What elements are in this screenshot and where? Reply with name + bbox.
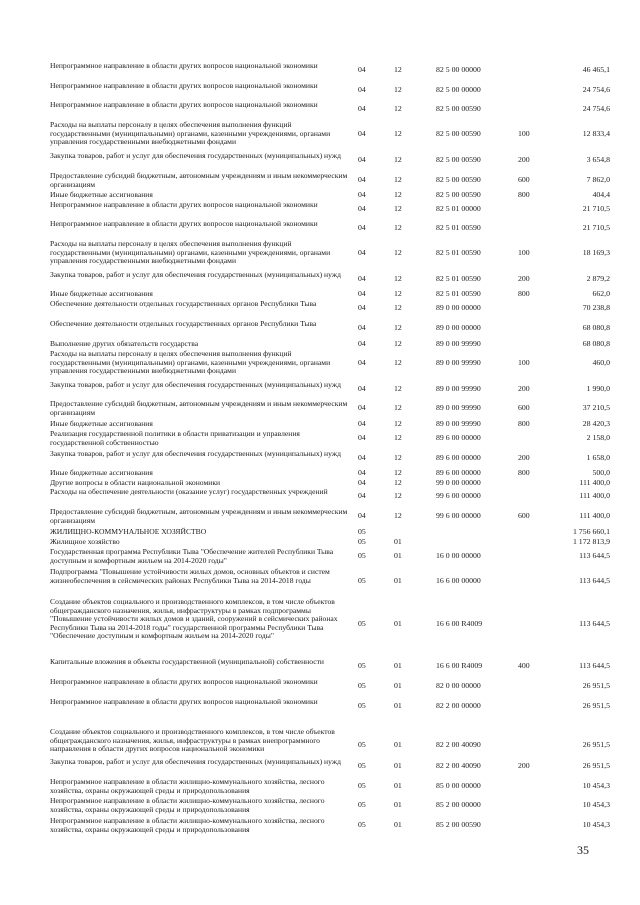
table-cell-target-article: 85 0 00 00000 [436,781,481,791]
table-cell-expense-type: 200 [518,155,530,165]
table-cell-amount: 111 400,0 [579,491,610,501]
table-cell-target-article: 82 5 01 00000 [436,204,481,214]
table-cell-expense-type: 600 [518,175,530,185]
table-cell-amount: 68 080,8 [582,323,610,333]
table-cell-target-article: 82 5 00 00000 [436,65,481,75]
table-cell-subsection: 01 [394,551,402,561]
table-cell-target-article: 89 0 00 99990 [436,403,481,413]
table-cell-target-article: 16 6 00 R4009 [436,618,483,628]
table-cell-expense-type: 600 [518,403,530,413]
table-cell-amount: 18 169,3 [582,247,610,257]
table-cell-section: 05 [358,618,366,628]
table-cell-name: Закупка товаров, работ и услуг для обеспечения государственных (муниципальных) нужд [50,380,341,389]
table-cell-section: 05 [358,527,366,536]
table-cell-name: Иные бюджетные ассигнования [50,190,153,199]
table-cell-amount: 3 654,8 [586,155,610,165]
table-cell-expense-type: 400 [518,661,530,671]
table-cell-amount: 2 158,0 [586,433,610,443]
table-cell-amount: 500,0 [592,468,610,477]
table-cell-subsection: 12 [394,468,402,477]
table-cell-section: 04 [358,403,366,413]
table-cell-section: 04 [358,511,366,521]
table-cell-target-article: 89 0 00 99990 [436,419,481,428]
table-cell-section: 05 [358,661,366,671]
table-cell-name: Расходы на выплаты персоналу в целях обеспечения выполнения функций государственными (муниципальными) органами, казенными учреждениями, органами управления государственными внебюджетными фондами [50,239,331,266]
table-cell-name: Непрограммное направление в области других вопросов национальной экономики [50,100,318,109]
table-cell-section: 04 [358,65,366,75]
table-cell-target-article: 82 5 01 00590 [436,223,481,233]
table-cell-amount: 26 951,5 [582,681,610,691]
table-cell-name: Предоставление субсидий бюджетным, автономным учреждениям и иным некоммерческим организациям [50,507,348,525]
table-cell-section: 04 [358,478,366,487]
table-cell-name: Непрограммное направление в области других вопросов национальной экономики [50,677,318,686]
table-cell-name: Закупка товаров, работ и услуг для обеспечения государственных (муниципальных) нужд [50,449,341,458]
table-cell-amount: 24 754,6 [582,85,610,95]
table-cell-name: Непрограммное направление в области жилищно-коммунального хозяйства, лесного хозяйства, охраны окружающей среды и природопользования [50,816,325,834]
table-cell-name: Иные бюджетные ассигнования [50,419,153,428]
table-cell-target-article: 16 6 00 00000 [436,575,481,585]
table-cell-section: 05 [358,761,366,771]
table-cell-amount: 12 833,4 [582,128,610,138]
table-cell-section: 04 [358,128,366,138]
table-cell-subsection: 12 [394,433,402,443]
table-cell-name: Иные бюджетные ассигнования [50,289,153,298]
table-cell-name: Предоставление субсидий бюджетным, автономным учреждениям и иным некоммерческим организациям [50,399,348,417]
table-cell-subsection: 12 [394,155,402,165]
table-cell-name: Расходы на выплаты персоналу в целях обеспечения выполнения функций государственными (муниципальными) органами, казенными учреждениями, органами управления государственными внебюджетными фондами [50,120,331,147]
table-cell-target-article: 89 0 00 00000 [436,323,481,333]
table-cell-target-article: 82 5 00 00590 [436,104,481,114]
table-cell-amount: 1 756 660,1 [572,527,610,536]
table-cell-subsection: 01 [394,761,402,771]
table-cell-target-article: 82 2 00 40090 [436,761,481,771]
table-cell-target-article: 85 2 00 00590 [436,820,481,830]
table-cell-section: 05 [358,781,366,791]
table-cell-target-article: 89 0 00 99990 [436,357,481,367]
table-cell-section: 04 [358,339,366,348]
table-cell-section: 04 [358,357,366,367]
table-cell-subsection: 12 [394,104,402,114]
table-cell-section: 04 [358,190,366,199]
table-cell-name: Закупка товаров, работ и услуг для обеспечения государственных (муниципальных) нужд [50,757,341,766]
table-cell-section: 04 [358,85,366,95]
table-cell-amount: 37 210,5 [582,403,610,413]
table-cell-name: Иные бюджетные ассигнования [50,468,153,477]
table-cell-amount: 7 862,0 [586,175,610,185]
table-cell-target-article: 16 6 00 R4009 [436,661,483,671]
table-cell-target-article: 99 0 00 00000 [436,478,481,487]
table-cell-target-article: 85 2 00 00000 [436,800,481,810]
table-cell-target-article: 82 5 01 00590 [436,289,481,298]
table-cell-name: Другие вопросы в области национальной экономики [50,478,221,487]
table-cell-name: Непрограммное направление в области других вопросов национальной экономики [50,200,318,209]
table-cell-name: Капитальные вложения в объекты государственной (муниципальной) собственности [50,657,324,666]
table-cell-subsection: 01 [394,739,402,749]
table-cell-name: ЖИЛИЩНО-КОММУНАЛЬНОЕ ХОЗЯЙСТВО [50,527,207,536]
table-cell-amount: 70 238,8 [582,303,610,313]
table-cell-amount: 21 710,5 [582,204,610,214]
table-cell-subsection: 01 [394,701,402,711]
table-cell-subsection: 01 [394,681,402,691]
table-cell-amount: 113 644,5 [579,551,610,561]
table-cell-target-article: 82 5 00 00000 [436,85,481,95]
table-cell-target-article: 89 6 00 00000 [436,468,481,477]
table-cell-section: 04 [358,323,366,333]
table-cell-name: Подпрограмма "Повышение устойчивости жилых домов, основных объектов и систем жизнеобеспечения в сейсмических районах Республики Тыва на 2014-2018 годы [50,567,330,585]
table-cell-amount: 111 400,0 [579,478,610,487]
table-cell-section: 05 [358,820,366,830]
table-cell-section: 04 [358,303,366,313]
table-cell-amount: 404,4 [592,190,610,199]
table-cell-subsection: 01 [394,661,402,671]
table-cell-section: 05 [358,800,366,810]
table-cell-subsection: 12 [394,128,402,138]
table-cell-name: Непрограммное направление в области жилищно-коммунального хозяйства, лесного хозяйства, охраны окружающей среды и природопользования [50,796,325,814]
table-cell-subsection: 12 [394,339,402,348]
table-cell-section: 04 [358,175,366,185]
table-cell-amount: 24 754,6 [582,104,610,114]
table-cell-name: Предоставление субсидий бюджетным, автономным учреждениям и иным некоммерческим организациям [50,171,348,189]
table-cell-expense-type: 800 [518,468,530,477]
table-cell-target-article: 82 5 01 00590 [436,274,481,284]
table-cell-subsection: 12 [394,274,402,284]
table-cell-target-article: 82 5 00 00590 [436,175,481,185]
table-cell-subsection: 01 [394,618,402,628]
table-cell-name: Обеспечение деятельности отдельных государственных органов Республики Тыва [50,299,317,308]
table-cell-expense-type: 800 [518,190,530,199]
table-cell-name: Закупка товаров, работ и услуг для обеспечения государственных (муниципальных) нужд [50,270,341,279]
table-cell-section: 04 [358,419,366,428]
table-cell-amount: 113 644,5 [579,661,610,671]
table-cell-section: 04 [358,247,366,257]
table-cell-subsection: 12 [394,289,402,298]
table-cell-subsection: 01 [394,537,402,546]
table-cell-subsection: 12 [394,323,402,333]
table-cell-amount: 2 879,2 [586,274,610,284]
table-cell-subsection: 01 [394,575,402,585]
table-cell-section: 05 [358,701,366,711]
table-cell-subsection: 12 [394,511,402,521]
table-cell-name: Непрограммное направление в области жилищно-коммунального хозяйства, лесного хозяйства, охраны окружающей среды и природопользования [50,777,325,795]
table-cell-subsection: 12 [394,478,402,487]
table-cell-name: Реализация государственной политики в области приватизации и управления государственной собственностью [50,429,300,447]
table-cell-target-article: 89 0 00 99990 [436,339,481,348]
table-cell-subsection: 12 [394,85,402,95]
table-cell-subsection: 12 [394,384,402,394]
table-cell-target-article: 99 6 00 00000 [436,511,481,521]
table-cell-amount: 662,0 [592,289,610,298]
table-cell-amount: 10 454,3 [582,800,610,810]
table-cell-expense-type: 200 [518,453,530,463]
table-cell-amount: 28 420,3 [582,419,610,428]
table-cell-name: Расходы на выплаты персоналу в целях обеспечения выполнения функций государственными (муниципальными) органами, казенными учреждениями, органами управления государственными внебюджетными фондами [50,349,331,376]
table-cell-amount: 26 951,5 [582,701,610,711]
table-cell-section: 05 [358,681,366,691]
table-cell-amount: 113 644,5 [579,575,610,585]
table-cell-subsection: 12 [394,204,402,214]
table-cell-subsection: 12 [394,65,402,75]
table-cell-name: Обеспечение деятельности отдельных государственных органов Республики Тыва [50,319,317,328]
table-cell-name: Непрограммное направление в области других вопросов национальной экономики [50,61,318,70]
table-cell-target-article: 82 5 00 00590 [436,190,481,199]
table-cell-expense-type: 200 [518,761,530,771]
table-cell-amount: 10 454,3 [582,781,610,791]
table-cell-target-article: 16 0 00 00000 [436,551,481,561]
table-cell-target-article: 82 5 00 00590 [436,128,481,138]
table-cell-amount: 46 465,1 [582,65,610,75]
table-cell-target-article: 82 5 01 00590 [436,247,481,257]
table-cell-amount: 26 951,5 [582,761,610,771]
table-cell-section: 04 [358,491,366,501]
table-cell-name: Непрограммное направление в области других вопросов национальной экономики [50,697,318,706]
table-cell-amount: 21 710,5 [582,223,610,233]
table-cell-subsection: 01 [394,820,402,830]
table-cell-expense-type: 200 [518,384,530,394]
table-cell-target-article: 89 0 00 99990 [436,384,481,394]
table-cell-expense-type: 800 [518,289,530,298]
table-cell-section: 05 [358,537,366,546]
table-cell-target-article: 82 5 00 00590 [436,155,481,165]
table-cell-name: Непрограммное направление в области других вопросов национальной экономики [50,219,318,228]
table-cell-subsection: 12 [394,175,402,185]
table-cell-subsection: 12 [394,223,402,233]
table-cell-amount: 460,0 [592,357,610,367]
table-cell-name: Непрограммное направление в области других вопросов национальной экономики [50,81,318,90]
table-cell-amount: 10 454,3 [582,820,610,830]
table-cell-target-article: 82 2 00 00000 [436,701,481,711]
table-cell-subsection: 12 [394,190,402,199]
table-cell-name: Создание объектов социального и производственного комплексов, в том числе объектов общегражданского назначения, жилья, инфраструктуры в рамках внепрограммного направления в области других вопросов национальной экономики [50,727,335,754]
table-cell-amount: 113 644,5 [579,618,610,628]
table-cell-expense-type: 100 [518,357,530,367]
table-cell-subsection: 12 [394,303,402,313]
table-cell-section: 04 [358,468,366,477]
table-cell-section: 04 [358,289,366,298]
table-cell-target-article: 89 0 00 00000 [436,303,481,313]
table-cell-subsection: 12 [394,247,402,257]
table-cell-amount: 111 400,0 [579,511,610,521]
table-cell-amount: 1 990,0 [586,384,610,394]
table-cell-expense-type: 100 [518,128,530,138]
table-cell-section: 05 [358,575,366,585]
table-cell-amount: 26 951,5 [582,739,610,749]
table-cell-subsection: 12 [394,491,402,501]
table-cell-name: Расходы на обеспечение деятельности (оказание услуг) государственных учреждений [50,487,328,496]
table-cell-subsection: 12 [394,453,402,463]
table-cell-name: Выполнение других обязательств государства [50,339,199,348]
table-cell-name: Закупка товаров, работ и услуг для обеспечения государственных (муниципальных) нужд [50,151,341,160]
table-cell-section: 04 [358,433,366,443]
table-cell-amount: 1 658,0 [586,453,610,463]
table-cell-target-article: 89 6 00 00000 [436,453,481,463]
table-cell-target-article: 82 0 00 00000 [436,681,481,691]
table-cell-expense-type: 200 [518,274,530,284]
table-cell-expense-type: 600 [518,511,530,521]
table-cell-subsection: 12 [394,357,402,367]
table-cell-section: 04 [358,384,366,394]
table-cell-section: 04 [358,204,366,214]
table-cell-section: 05 [358,739,366,749]
table-cell-section: 04 [358,104,366,114]
table-cell-target-article: 89 6 00 00000 [436,433,481,443]
table-cell-section: 05 [358,551,366,561]
table-cell-subsection: 12 [394,403,402,413]
table-cell-amount: 1 172 813,9 [572,537,610,546]
table-cell-subsection: 01 [394,800,402,810]
table-cell-section: 04 [358,155,366,165]
table-cell-expense-type: 800 [518,419,530,428]
table-cell-section: 04 [358,453,366,463]
table-cell-subsection: 12 [394,419,402,428]
table-cell-expense-type: 100 [518,247,530,257]
table-cell-name: Жилищное хозяйство [50,537,120,546]
table-cell-section: 04 [358,274,366,284]
table-cell-name: Создание объектов социального и производственного комплексов, в том числе объектов общегражданского назначения, жилья, инфраструктуры в рамках подпрограммы "Повышение устойчивости жилых домов и зданий, сооружений в сейсмических районах Республики Тыва на 2014-2018 годы" государственной программы Республики Тыва "Обеспечение доступным и комфортным жильем на 2014-2020 годы" [50,597,338,641]
table-cell-target-article: 99 6 00 00000 [436,491,481,501]
table-cell-amount: 68 080,8 [582,339,610,348]
table-cell-target-article: 82 2 00 40090 [436,739,481,749]
page-number: 35 [577,843,589,857]
table-cell-section: 04 [358,223,366,233]
table-cell-name: Государственная программа Республики Тыва "Обеспечение жителей Республики Тыва доступным и комфортным жильем на 2014-2020 годы" [50,547,334,565]
table-cell-subsection: 01 [394,781,402,791]
